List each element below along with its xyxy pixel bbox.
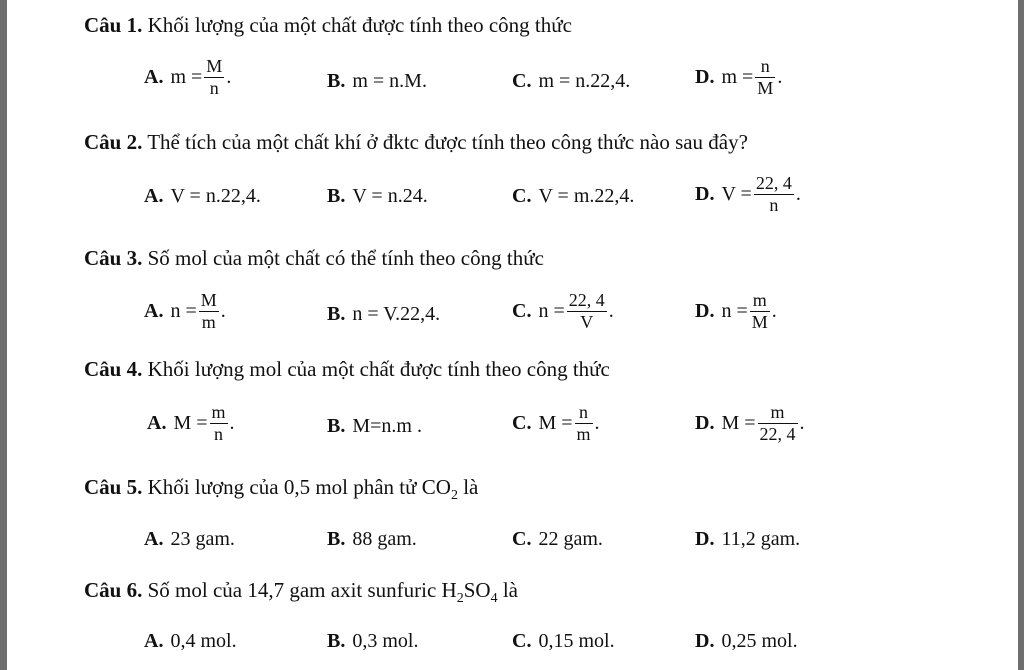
option-letter: C. [512, 630, 532, 652]
question-tail: là [497, 578, 518, 602]
formula-lhs: m = [170, 66, 203, 89]
q2-option-b [327, 185, 428, 208]
formula-lhs: n = [170, 300, 197, 323]
denominator: n [209, 78, 219, 99]
formula-lhs: m = [721, 66, 754, 89]
q1-option-c [512, 70, 630, 93]
q2-option-c [512, 185, 634, 208]
q4-option-c [512, 402, 600, 445]
option-letter: B. [327, 528, 346, 550]
question-1 [84, 13, 572, 38]
option-letter: A. [144, 66, 164, 89]
formula-lhs: n = [538, 300, 565, 323]
subscript: 2 [450, 488, 458, 503]
question-tail: là [457, 475, 479, 499]
option-text: 0,4 mol. [170, 630, 237, 652]
denominator: V [580, 312, 594, 333]
q3-option-b [327, 303, 440, 326]
q3-option-c [512, 290, 614, 333]
q2-option-d [695, 173, 801, 216]
q5-option-d [695, 528, 800, 551]
period: . [226, 66, 232, 89]
question-number: Câu 3. [84, 246, 143, 270]
question-3 [84, 246, 544, 271]
question-text: Số mol của một chất có thể tính theo công thức [147, 246, 544, 270]
option-text: 22 gam. [538, 528, 603, 550]
period: . [799, 412, 805, 435]
option-letter: D. [695, 183, 715, 206]
period: . [220, 300, 226, 323]
option-letter: D. [695, 630, 715, 652]
option-text: 11,2 gam. [721, 528, 801, 550]
q6-option-d [695, 630, 798, 653]
subscript: 4 [490, 591, 498, 606]
formula-lhs: M = [538, 412, 573, 435]
question-2 [84, 130, 748, 155]
numerator: M [206, 56, 223, 76]
subscript: 2 [456, 591, 464, 606]
period: . [608, 300, 614, 323]
question-text: Số mol của 14,7 gam axit sunfuric H [147, 578, 457, 602]
period: . [795, 183, 801, 206]
option-text: V = n.24. [352, 185, 428, 207]
question-4 [84, 357, 610, 382]
option-letter: D. [695, 66, 715, 89]
formula-lhs: M = [173, 412, 208, 435]
option-letter: D. [695, 412, 715, 435]
option-letter: C. [512, 528, 532, 550]
question-text: Khối lượng của một chất được tính theo công thức [147, 13, 572, 37]
denominator: M [751, 312, 768, 333]
window-edge-left [0, 0, 7, 670]
option-text: m = n.22,4. [538, 70, 631, 92]
q4-option-d [695, 402, 805, 445]
option-letter: A. [144, 630, 164, 652]
question-number: Câu 2. [84, 130, 143, 154]
period: . [771, 300, 777, 323]
formula-lhs: M = [721, 412, 756, 435]
denominator: M [757, 78, 774, 99]
option-letter: C. [512, 70, 532, 92]
q3-option-d [695, 290, 777, 333]
option-letter: A. [144, 185, 164, 207]
option-text: V = n.22,4. [170, 185, 261, 207]
numerator: m [752, 290, 767, 310]
option-text: 23 gam. [170, 528, 235, 550]
q1-option-a [144, 56, 231, 99]
question-text: Khối lượng mol của một chất được tính theo công thức [147, 357, 610, 381]
question-number: Câu 4. [84, 357, 143, 381]
option-letter: B. [327, 185, 346, 207]
option-letter: D. [695, 528, 715, 550]
option-text: 88 gam. [352, 528, 417, 550]
denominator: 22, 4 [759, 424, 796, 445]
question-number: Câu 1. [84, 13, 143, 37]
option-letter: C. [512, 412, 532, 435]
period: . [594, 412, 600, 435]
fraction [199, 290, 219, 333]
option-text: 0,15 mol. [538, 630, 615, 652]
option-letter: B. [327, 70, 346, 92]
denominator: n [214, 424, 224, 445]
fraction [755, 56, 775, 99]
q2-option-a [144, 185, 261, 208]
fraction [210, 402, 228, 445]
q4-option-b [327, 415, 422, 438]
period: . [229, 412, 235, 435]
fraction [754, 173, 794, 216]
option-letter: A. [144, 300, 164, 323]
option-letter: B. [327, 630, 346, 652]
q6-option-c [512, 630, 615, 653]
fraction [204, 56, 224, 99]
question-number: Câu 6. [84, 578, 143, 602]
q4-option-a [147, 402, 235, 445]
option-letter: B. [327, 415, 346, 437]
numerator: n [760, 56, 770, 76]
option-text: V = m.22,4. [538, 185, 635, 207]
option-letter: B. [327, 303, 346, 325]
fraction [750, 290, 770, 333]
numerator: 22, 4 [568, 290, 605, 310]
question-number: Câu 5. [84, 475, 143, 499]
numerator: M [200, 290, 217, 310]
fraction [575, 402, 593, 445]
question-text: Khối lượng của 0,5 mol phân tử CO [147, 475, 451, 499]
option-text: M=n.m . [352, 415, 422, 437]
q1-option-d [695, 56, 782, 99]
option-text: n = V.22,4. [352, 303, 441, 325]
denominator: n [769, 195, 779, 216]
fraction [758, 402, 798, 445]
window-edge-right [1018, 0, 1024, 670]
denominator: m [201, 312, 216, 333]
option-letter: A. [147, 412, 167, 435]
q5-option-a [144, 528, 235, 551]
option-letter: C. [512, 185, 532, 207]
option-text: 0,3 mol. [352, 630, 419, 652]
option-letter: D. [695, 300, 715, 323]
numerator: m [770, 402, 785, 422]
q6-option-a [144, 630, 237, 653]
option-text: 0,25 mol. [721, 630, 798, 652]
numerator: 22, 4 [755, 173, 792, 193]
question-text: Thể tích của một chất khí ở đktc được tính theo công thức nào sau đây? [147, 130, 748, 154]
question-5 [84, 475, 479, 503]
q5-option-b [327, 528, 417, 551]
numerator: n [579, 402, 589, 422]
option-text: m = n.M. [352, 70, 427, 92]
option-letter: C. [512, 300, 532, 323]
denominator: m [576, 424, 591, 445]
q6-option-b [327, 630, 418, 653]
fraction [567, 290, 607, 333]
formula-part: SO [463, 578, 491, 602]
option-letter: A. [144, 528, 164, 550]
formula-lhs: n = [721, 300, 748, 323]
period: . [777, 66, 783, 89]
formula-lhs: V = [721, 183, 752, 206]
document-page [7, 0, 1018, 670]
q5-option-c [512, 528, 603, 551]
numerator: m [211, 402, 226, 422]
question-6 [84, 578, 518, 606]
q3-option-a [144, 290, 226, 333]
q1-option-b [327, 70, 427, 93]
